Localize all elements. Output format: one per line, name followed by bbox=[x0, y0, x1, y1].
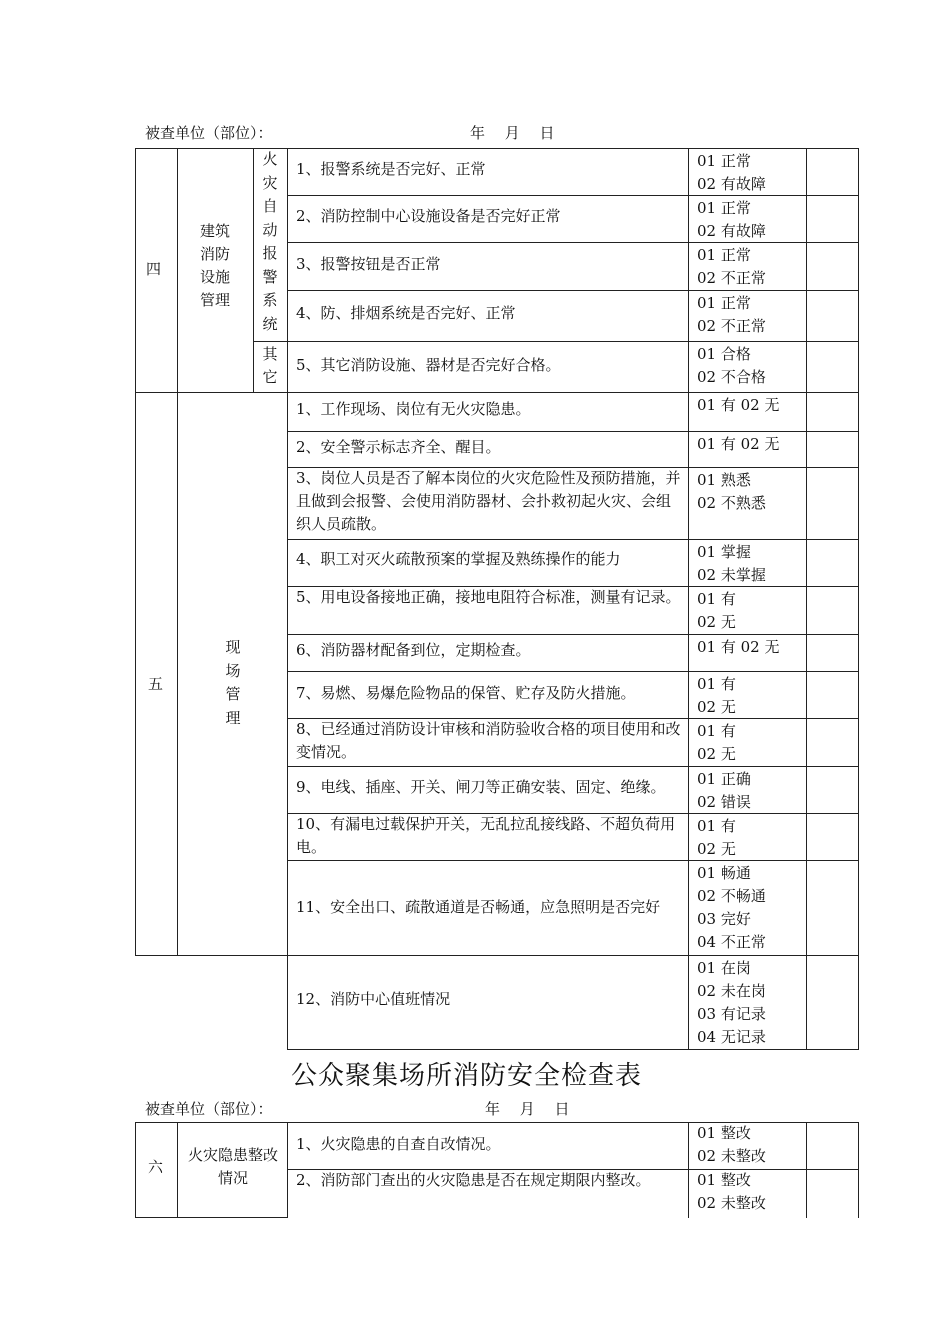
table-rule bbox=[287, 392, 859, 393]
section-number: 四 bbox=[146, 260, 162, 278]
option-label: 01 有 bbox=[697, 590, 736, 608]
date-label: 年 月 日 bbox=[470, 124, 555, 142]
item-text: 7、易燃、易爆危险物品的保管、贮存及防火措施。 bbox=[296, 684, 636, 702]
item-text: 9、电线、插座、开关、闸刀等正确安装、固定、绝缘。 bbox=[296, 778, 666, 796]
option-label: 03 完好 bbox=[697, 910, 751, 928]
item-text: 10、有漏电过载保护开关，无乱拉乱接线路、不超负荷用电。 bbox=[296, 815, 676, 856]
table-rule bbox=[177, 148, 178, 393]
option-label: 02 未整改 bbox=[697, 1147, 766, 1165]
item-text: 2、消防控制中心设施设备是否完好正常 bbox=[296, 207, 561, 225]
date-label-2: 年 月 日 bbox=[485, 1100, 570, 1118]
table-rule bbox=[177, 392, 178, 956]
option-label: 01 合格 bbox=[697, 345, 751, 363]
table-rule bbox=[287, 671, 859, 672]
item-text: 3、报警按钮是否正常 bbox=[296, 255, 441, 273]
option-label: 02 不正常 bbox=[697, 269, 766, 287]
option-label: 01 整改 bbox=[697, 1171, 751, 1189]
item-text: 1、火灾隐患的自查自改情况。 bbox=[296, 1135, 501, 1153]
option-label: 02 无 bbox=[697, 698, 736, 716]
item-text: 11、安全出口、疏散通道是否畅通，应急照明是否完好 bbox=[296, 898, 661, 916]
table-rule bbox=[135, 1122, 136, 1218]
item-text: 2、消防部门查出的火灾隐患是否在规定期限内整改。 bbox=[296, 1171, 651, 1189]
option-label: 04 无记录 bbox=[697, 1028, 766, 1046]
table-rule bbox=[177, 1122, 178, 1218]
item-text: 6、消防器材配备到位，定期检查。 bbox=[296, 641, 531, 659]
option-label: 01 在岗 bbox=[697, 959, 751, 977]
option-label: 01 有 bbox=[697, 675, 736, 693]
item-text: 5、其它消防设施、器材是否完好合格。 bbox=[296, 356, 561, 374]
section-category: 现场管理 bbox=[225, 638, 241, 727]
unit-label-2: 被查单位（部位）： bbox=[145, 1100, 273, 1118]
table-rule bbox=[688, 392, 689, 1050]
option-label: 01 正确 bbox=[697, 770, 751, 788]
item-text: 5、用电设备接地正确，接地电阻符合标准，测量有记录。 bbox=[296, 588, 681, 606]
unit-label: 被查单位（部位）： bbox=[145, 124, 273, 142]
table-rule bbox=[287, 1049, 859, 1050]
option-label: 01 畅通 bbox=[697, 864, 751, 882]
table-rule bbox=[135, 1217, 288, 1218]
table-rule bbox=[135, 148, 136, 393]
section-category: 建筑消防设施管理 bbox=[199, 222, 230, 309]
section-number: 五 bbox=[148, 675, 164, 693]
option-label: 02 无 bbox=[697, 745, 736, 763]
table-rule bbox=[806, 1122, 807, 1218]
option-label: 01 有 bbox=[697, 817, 736, 835]
table-rule bbox=[688, 148, 689, 393]
option-label: 01 掌握 bbox=[697, 543, 751, 561]
table-rule bbox=[253, 341, 288, 342]
form-title: 公众聚集场所消防安全检查表 bbox=[291, 1061, 643, 1091]
item-text: 1、工作现场、岗位有无火灾隐患。 bbox=[296, 400, 531, 418]
item-text: 4、职工对灭火疏散预案的掌握及熟练操作的能力 bbox=[296, 550, 621, 568]
option-label: 02 错误 bbox=[697, 793, 751, 811]
option-label: 02 未整改 bbox=[697, 1194, 766, 1212]
option-label: 01 有 02 无 bbox=[697, 396, 780, 414]
item-text: 1、报警系统是否完好、正常 bbox=[296, 160, 486, 178]
section-number: 六 bbox=[148, 1158, 164, 1176]
table-rule bbox=[253, 148, 254, 393]
table-rule bbox=[287, 341, 859, 342]
table-rule bbox=[135, 148, 859, 149]
option-label: 02 不合格 bbox=[697, 368, 766, 386]
table-rule bbox=[135, 955, 859, 956]
option-label: 01 有 02 无 bbox=[697, 638, 780, 656]
option-label: 02 不熟悉 bbox=[697, 494, 766, 512]
option-label: 02 未在岗 bbox=[697, 982, 766, 1000]
option-label: 02 无 bbox=[697, 613, 736, 631]
table-rule bbox=[287, 634, 859, 635]
table-rule bbox=[135, 392, 136, 956]
item-text: 8、已经通过消防设计审核和消防验收合格的项目使用和改变情况。 bbox=[296, 720, 681, 761]
table-rule bbox=[806, 148, 807, 393]
table-rule bbox=[858, 1122, 859, 1218]
table-rule bbox=[287, 431, 859, 432]
option-label: 02 未掌握 bbox=[697, 566, 766, 584]
item-text: 3、岗位人员是否了解本岗位的火灾危险性及预防措施，并且做到会报警、会使用消防器材、会扑救初起火灾、会组织人员疏散。 bbox=[296, 469, 681, 533]
table-rule bbox=[287, 1122, 288, 1218]
table-rule bbox=[287, 766, 859, 767]
subcategory-label: 其它 bbox=[262, 345, 278, 386]
table-rule bbox=[287, 195, 859, 196]
table-rule bbox=[287, 392, 288, 1050]
item-text: 12、消防中心值班情况 bbox=[296, 990, 451, 1008]
option-label: 02 不正常 bbox=[697, 317, 766, 335]
table-rule bbox=[858, 148, 859, 393]
subcategory-label: 火灾自动报警系统 bbox=[262, 150, 278, 333]
table-rule bbox=[287, 860, 859, 861]
option-label: 01 整改 bbox=[697, 1124, 751, 1142]
option-label: 03 有记录 bbox=[697, 1005, 766, 1023]
option-label: 01 有 bbox=[697, 722, 736, 740]
table-rule bbox=[287, 242, 859, 243]
option-label: 04 不正常 bbox=[697, 933, 766, 951]
section-category: 火灾隐患整改情况 bbox=[187, 1146, 278, 1187]
option-label: 02 有故障 bbox=[697, 222, 766, 240]
option-label: 01 正常 bbox=[697, 199, 751, 217]
table-rule bbox=[287, 539, 859, 540]
option-label: 02 无 bbox=[697, 840, 736, 858]
table-rule bbox=[806, 392, 807, 1050]
option-label: 02 不畅通 bbox=[697, 887, 766, 905]
option-label: 02 有故障 bbox=[697, 175, 766, 193]
item-text: 2、安全警示标志齐全、醒目。 bbox=[296, 438, 501, 456]
table-rule bbox=[688, 1122, 689, 1218]
option-label: 01 熟悉 bbox=[697, 471, 751, 489]
item-text: 4、防、排烟系统是否完好、正常 bbox=[296, 304, 516, 322]
option-label: 01 正常 bbox=[697, 152, 751, 170]
option-label: 01 有 02 无 bbox=[697, 435, 780, 453]
option-label: 01 正常 bbox=[697, 294, 751, 312]
table-rule bbox=[287, 290, 859, 291]
table-rule bbox=[287, 148, 288, 393]
table-rule bbox=[858, 392, 859, 1050]
option-label: 01 正常 bbox=[697, 246, 751, 264]
